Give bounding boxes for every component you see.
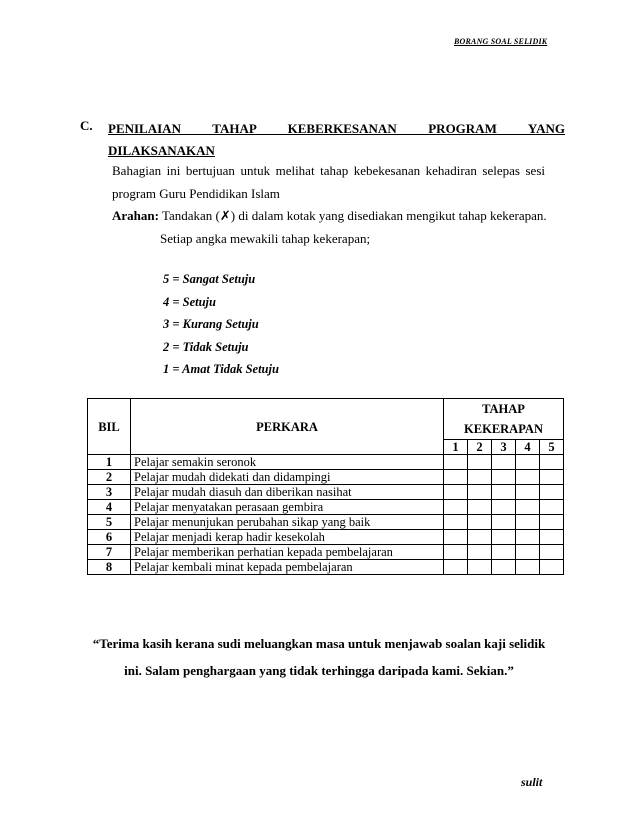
column-header-bil: BIL: [88, 399, 131, 455]
row-item-text: Pelajar semakin seronok: [131, 455, 444, 470]
header-form-tag: BORANG SOAL SELIDIK: [454, 37, 548, 46]
table-row: [88, 455, 564, 470]
rating-box-2[interactable]: [468, 485, 492, 500]
rating-box-2[interactable]: [468, 560, 492, 575]
closing-line-2: ini. Salam penghargaan yang tidak terhingga daripada kami. Sekian.”: [124, 663, 514, 678]
row-item-text: Pelajar menjadi kerap hadir kesekolah: [131, 530, 444, 545]
table-row: [88, 470, 564, 485]
rating-box-4[interactable]: [516, 500, 540, 515]
rating-box-1[interactable]: [444, 530, 468, 545]
rating-box-3[interactable]: [492, 560, 516, 575]
closing-message: [60, 630, 578, 684]
rating-box-3[interactable]: [492, 455, 516, 470]
rating-box-3[interactable]: [492, 485, 516, 500]
rating-box-1[interactable]: [444, 500, 468, 515]
rating-box-2[interactable]: [468, 500, 492, 515]
closing-line-1: “Terima kasih kerana sudi meluangkan masa untuk menjawab soalan kaji selidik: [92, 636, 546, 651]
scale-item: 4 = Setuju: [163, 294, 216, 309]
rating-box-1[interactable]: [444, 515, 468, 530]
rating-box-5[interactable]: [540, 470, 564, 485]
row-number: 7: [88, 545, 131, 560]
rating-box-5[interactable]: [540, 500, 564, 515]
level-header-2: 2: [468, 440, 492, 455]
scale-item: 5 = Sangat Setuju: [163, 272, 256, 286]
column-header-tahap: [444, 399, 564, 440]
rating-box-4[interactable]: [516, 455, 540, 470]
instructions-text: Tandakan (✗) di dalam kotak yang disediakan mengikut tahap kekerapan.: [158, 208, 547, 223]
rating-box-3[interactable]: [492, 515, 516, 530]
rating-box-4[interactable]: [516, 485, 540, 500]
rating-box-3[interactable]: [492, 545, 516, 560]
table-row: [88, 500, 564, 515]
level-header-1: 1: [444, 440, 468, 455]
rating-box-2[interactable]: [468, 470, 492, 485]
section-letter: C.: [80, 118, 93, 133]
tahap-label-line1: TAHAP: [482, 402, 525, 416]
rating-box-2[interactable]: [468, 530, 492, 545]
row-number: 4: [88, 500, 131, 515]
rating-box-2[interactable]: [468, 455, 492, 470]
rating-box-4[interactable]: [516, 545, 540, 560]
tahap-label-line2: KEKERAPAN: [464, 422, 543, 436]
scale-item: 1 = Amat Tidak Setuju: [163, 362, 279, 376]
scale-item: 3 = Kurang Setuju: [163, 317, 259, 331]
section-title-continued: DILAKSANAKAN: [108, 143, 215, 158]
rating-box-4[interactable]: [516, 515, 540, 530]
rating-box-5[interactable]: [540, 485, 564, 500]
instructions-label: Arahan:: [112, 208, 159, 223]
table-row: [88, 515, 564, 530]
rating-box-5[interactable]: [540, 530, 564, 545]
rating-box-3[interactable]: [492, 500, 516, 515]
row-item-text: Pelajar kembali minat kepada pembelajaran: [131, 560, 444, 575]
rating-box-3[interactable]: [492, 530, 516, 545]
level-header-3: 3: [492, 440, 516, 455]
rating-box-1[interactable]: [444, 560, 468, 575]
rating-box-1[interactable]: [444, 470, 468, 485]
rating-box-5[interactable]: [540, 545, 564, 560]
rating-box-5[interactable]: [540, 560, 564, 575]
rating-box-3[interactable]: [492, 470, 516, 485]
table-row: [88, 530, 564, 545]
table-row: [88, 560, 564, 575]
rating-box-4[interactable]: [516, 530, 540, 545]
row-item-text: Pelajar menyatakan perasaan gembira: [131, 500, 444, 515]
scale-item: 2 = Tidak Setuju: [163, 339, 249, 354]
rating-box-1[interactable]: [444, 485, 468, 500]
rating-box-1[interactable]: [444, 545, 468, 560]
row-number: 8: [88, 560, 131, 575]
footer-classification: sulit: [521, 775, 543, 789]
rating-box-4[interactable]: [516, 560, 540, 575]
level-header-4: 4: [516, 440, 540, 455]
rating-box-2[interactable]: [468, 545, 492, 560]
rating-box-5[interactable]: [540, 455, 564, 470]
row-number: 6: [88, 530, 131, 545]
row-item-text: Pelajar menunjukan perubahan sikap yang baik: [131, 515, 444, 530]
row-number: 5: [88, 515, 131, 530]
rating-box-5[interactable]: [540, 515, 564, 530]
section-intro: Bahagian ini bertujuan untuk melihat tahap kebekesanan kehadiran selepas sesi program Guru Pendidikan Islam: [112, 163, 545, 201]
row-number: 1: [88, 455, 131, 470]
row-item-text: Pelajar mudah didekati dan didampingi: [131, 470, 444, 485]
section-title: PENILAIAN TAHAP KEBERKESANAN PROGRAM YANG: [108, 121, 565, 136]
row-item-text: Pelajar memberikan perhatian kepada pembelajaran: [131, 545, 444, 560]
table-row: [88, 485, 564, 500]
level-header-5: 5: [540, 440, 564, 455]
rating-box-4[interactable]: [516, 470, 540, 485]
rating-box-2[interactable]: [468, 515, 492, 530]
row-number: 3: [88, 485, 131, 500]
row-number: 2: [88, 470, 131, 485]
column-header-perkara: PERKARA: [131, 399, 444, 455]
table-row: [88, 545, 564, 560]
row-item-text: Pelajar mudah diasuh dan diberikan nasihat: [131, 485, 444, 500]
scale-intro: Setiap angka mewakili tahap kekerapan;: [160, 231, 371, 246]
instructions: [112, 205, 547, 227]
rating-scale-legend: [163, 268, 279, 381]
rating-box-1[interactable]: [444, 455, 468, 470]
survey-table: [87, 398, 564, 575]
